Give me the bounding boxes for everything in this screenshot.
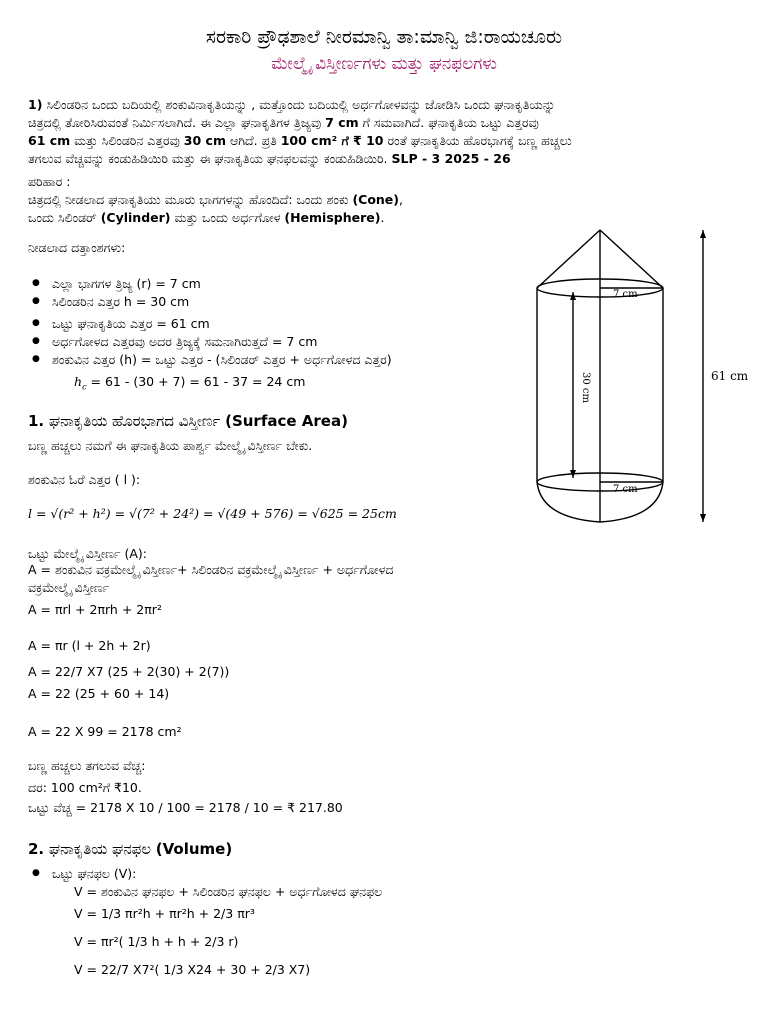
bottom-radius-label: 7 cm: [613, 484, 638, 495]
question-text: 1) ಸಿಲಿಂಡರಿನ ಒಂದು ಬದಿಯಲ್ಲಿ ಶಂಕುವಿನಾಕೃತಿಯನ್ನು , ಮತ್ತೊಂದು ಬದಿಯಲ್ಲಿ ಅರ್ಧಗೋಳವನ್ನು ಜೋಡಿಸಿ ಒಂದು ಘನಾಕೃತಿಯನ್ನು ಚಿತ್ರದಲ್ಲಿ ತೋರಿಸಿರುವಂತೆ ನಿರ್ಮಿಸಲಾಗಿದೆ. ಈ ಎಲ್ಲಾ ಘನಾಕೃತಿಗಳ ತ್ರಿಜ್ಯವು 7 cm ಗೆ ಸಮವಾಗಿದೆ. ಘನಾಕೃತಿಯ ಒಟ್ಟು ಎತ್ತರವು 61 cm ಮತ್ತು ಸಿಲಿಂಡರಿನ ಎತ್ತರವು 30 cm ಆಗಿದೆ. ಪ್ರತಿ 100 cm² ಗೆ ₹ 10 ರಂತೆ ಘನಾಕೃತಿಯ ಹೊರಭಾಗಕ್ಕೆ ಬಣ್ಣ ಹಚ್ಚಲು ತಗಲುವ ವೆಚ್ಚವನ್ನು ಕಂಡುಹಿಡಿಯಿರಿ ಮತ್ತು ಈ ಘನಾಕೃತಿಯ ಘನಫಲವನ್ನು ಕಂಡುಹಿಡಿಯಿರಿ. SLP - 3 2025 - 26: [28, 97, 572, 166]
total-area-def-1: A = ಶಂಕುವಿನ ವಕ್ರಮೇಲ್ಮೈ ವಿಸ್ತೀರ್ಣ+ ಸಿಲಿಂಡರಿನ ವಕ್ರಮೇಲ್ಮೈ ವಿಸ್ತೀರ್ಣ + ಅರ್ಧಗೋಳದ: [28, 562, 394, 577]
arrowhead: [700, 514, 706, 522]
volume-eq-1: V = 1/3 πr²h + πr²h + 2/3 πr³: [74, 906, 255, 921]
area-eq-1: A = πrl + 2πrh + 2πr²: [28, 602, 162, 617]
section1-desc: ಬಣ್ಣ ಹಚ್ಚಲು ನಮಗೆ ಈ ಘನಾಕೃತಿಯ ಪಾರ್ಶ್ವ ಮೇಲ್ಮೈ ವಿಸ್ತೀರ್ಣ ಬೇಕು.: [28, 438, 313, 453]
subject-title: ಮೇಲ್ಮೈ ವಿಸ್ತೀರ್ಣಗಳು ಮತ್ತು ಘನಫಲಗಳು: [271, 54, 497, 74]
section2-heading: 2. ಘನಾಕೃತಿಯ ಘನಫಲ (Volume): [28, 840, 233, 858]
given-hemisphere-height: ● ಅರ್ಧಗೋಳದ ಎತ್ತರವು ಅದರ ತ್ರಿಜ್ಯಕ್ಕೆ ಸಮನಾಗಿರುತ್ತದೆ = 7 cm: [52, 334, 317, 350]
solution-intro-1: ಚಿತ್ರದಲ್ಲಿ ನೀಡಲಾದ ಘನಾಕೃತಿಯು ಮೂರು ಭಾಗಗಳನ್ನು ಹೊಂದಿದೆ: ಒಂದು ಶಂಕು (Cone),: [28, 192, 403, 207]
area-eq-2: A = πr (l + 2h + 2r): [28, 638, 151, 653]
cost-label: ಬಣ್ಣ ಹಚ್ಚಲು ತಗಲುವ ವೆಚ್ಚ:: [28, 758, 146, 773]
area-eq-4: A = 22 (25 + 60 + 14): [28, 686, 170, 701]
arrowhead: [700, 230, 706, 238]
area-eq-3: A = 22/7 X7 (25 + 2(30) + 2(7)): [28, 664, 230, 679]
area-eq-5: A = 22 X 99 = 2178 cm²: [28, 724, 182, 739]
given-total-height: ● ಒಟ್ಟು ಘನಾಕೃತಿಯ ಎತ್ತರ = 61 cm: [52, 316, 210, 332]
top-radius-label: 7 cm: [613, 289, 638, 300]
slant-equation: l = √(r² + h²) = √(7² + 24²) = √(49 + 576) = √625 = 25cm: [28, 506, 397, 521]
volume-label: ● ಒಟ್ಟು ಘನಫಲ (V):: [52, 866, 136, 882]
solid-figure-diagram: [505, 222, 765, 542]
volume-eq-3: V = 22/7 X7²( 1/3 X24 + 30 + 2/3 X7): [74, 962, 311, 977]
school-header: ಸರಕಾರಿ ಪ್ರೌಢಶಾಲೆ ನೀರಮಾನ್ವಿ ತಾ:ಮಾನ್ವಿ ಜಿ:ರಾಯಚೂರು: [205, 26, 563, 48]
given-cone-height: ● ಶಂಕುವಿನ ಎತ್ತರ (h) = ಒಟ್ಟು ಎತ್ತರ - (ಸಿಲಿಂಡರ್ ಎತ್ತರ + ಅರ್ಧಗೋಳದ ಎತ್ತರ): [52, 352, 392, 368]
cone-height-calc: $h_c = 61 - (30 + 7) = 61 - 37 = 24$ cm: [74, 374, 306, 392]
given-cyl-height: ● ಸಿಲಿಂಡರಿನ ಎತ್ತರ h = 30 cm: [52, 294, 189, 310]
given-label: ನೀಡಲಾದ ದತ್ತಾಂಶಗಳು:: [28, 240, 126, 255]
cost-equation: ಒಟ್ಟು ವೆಚ್ಚ = 2178 X 10 / 100 = 2178 / 10 = ₹ 217.80: [28, 800, 343, 815]
total-height-label: 61 cm: [711, 369, 749, 383]
volume-def: V = ಶಂಕುವಿನ ಘನಫಲ + ಸಿಲಿಂಡರಿನ ಘನಫಲ + ಅರ್ಧಗೋಳದ ಘನಫಲ: [74, 884, 383, 899]
total-area-def-2: ವಕ್ರಮೇಲ್ಮೈ ವಿಸ್ತೀರ್ಣ: [28, 580, 110, 595]
cylinder-height-label: 30 cm: [580, 372, 591, 403]
volume-eq-2: V = πr²( 1/3 h + h + 2/3 r): [74, 934, 239, 949]
solution-label: ಪರಿಹಾರ :: [28, 174, 71, 189]
total-area-label: ಒಟ್ಟು ಮೇಲ್ಮೈ ವಿಸ್ತೀರ್ಣ (A):: [28, 546, 147, 561]
given-radius: ● ಎಲ್ಲಾ ಭಾಗಗಳ ತ್ರಿಜ್ಯ (r) = 7 cm: [52, 276, 201, 292]
slant-label: ಶಂಕುವಿನ ಓರೆ ಎತ್ತರ ( l ):: [28, 472, 141, 487]
cost-rate: ದರ: 100 cm²ಗೆ ₹10.: [28, 780, 142, 795]
solution-intro-2: ಒಂದು ಸಿಲಿಂಡರ್ (Cylinder) ಮತ್ತು ಒಂದು ಅರ್ಧಗೋಳ (Hemisphere).: [28, 210, 385, 225]
section1-heading: 1. ಘನಾಕೃತಿಯ ಹೊರಭಾಗದ ವಿಸ್ತೀರ್ಣ (Surface Area): [28, 412, 348, 430]
